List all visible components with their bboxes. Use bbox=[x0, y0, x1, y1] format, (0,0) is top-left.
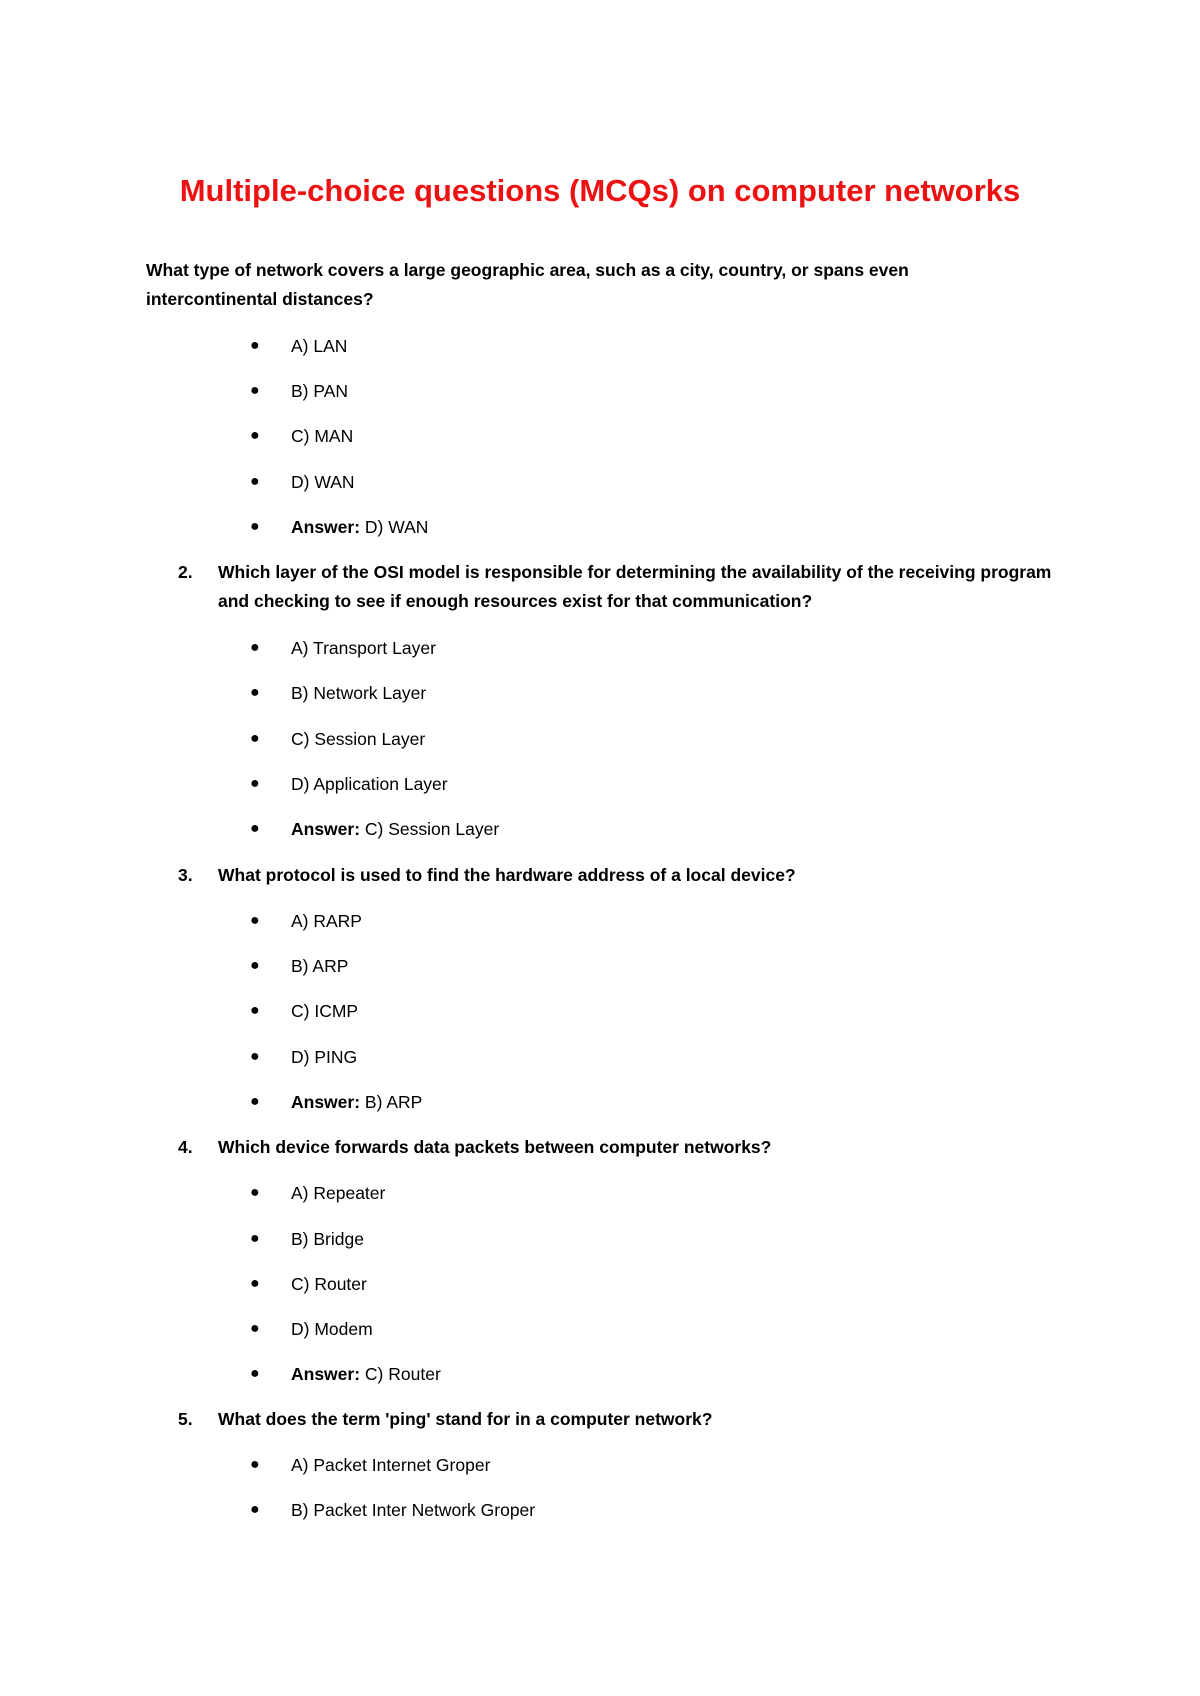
bullet-icon: ● bbox=[250, 957, 260, 974]
option-text: D) Application Layer bbox=[291, 774, 448, 794]
bullet-icon: ● bbox=[250, 1501, 260, 1518]
question-number: 4. bbox=[178, 1137, 193, 1157]
option-text: A) RARP bbox=[291, 911, 362, 931]
answer-text: D) WAN bbox=[364, 517, 429, 537]
question-text: What does the term 'ping' stand for in a computer network? bbox=[218, 1409, 713, 1429]
question-text: What protocol is used to find the hardware address of a local device? bbox=[218, 865, 796, 885]
bullet-icon: ● bbox=[250, 1320, 260, 1337]
answer-text: C) Session Layer bbox=[364, 819, 500, 839]
question-text: Which device forwards data packets between computer networks? bbox=[218, 1137, 772, 1157]
question-5 bbox=[178, 1405, 1078, 1434]
bullet-icon: ● bbox=[250, 1002, 260, 1019]
bullet-icon: ● bbox=[250, 730, 260, 747]
answer-label: Answer: bbox=[291, 1092, 361, 1112]
bullet-icon: ● bbox=[250, 775, 260, 792]
question-number: 3. bbox=[178, 865, 193, 885]
bullet-icon: ● bbox=[250, 1048, 260, 1065]
answer-text: B) ARP bbox=[364, 1092, 423, 1112]
question-number: 2. bbox=[178, 562, 193, 582]
option-text: A) Packet Internet Groper bbox=[291, 1455, 491, 1475]
page-title: Multiple-choice questions (MCQs) on computer networks bbox=[179, 172, 1021, 208]
answer-label: Answer: bbox=[291, 1364, 361, 1384]
option-text: D) Modem bbox=[291, 1319, 373, 1339]
bullet-icon: ● bbox=[250, 639, 260, 656]
bullet-icon: ● bbox=[250, 820, 260, 837]
question-1 bbox=[146, 256, 1016, 314]
option-text: D) PING bbox=[291, 1047, 358, 1067]
question-number: 5. bbox=[178, 1409, 193, 1429]
option-text: B) Network Layer bbox=[291, 683, 427, 703]
bullet-icon: ● bbox=[250, 1456, 260, 1473]
option-text: A) Repeater bbox=[291, 1183, 386, 1203]
bullet-icon: ● bbox=[250, 1365, 260, 1382]
option-text: A) LAN bbox=[291, 336, 348, 356]
answer-text: C) Router bbox=[364, 1364, 441, 1384]
bullet-icon: ● bbox=[250, 1093, 260, 1110]
option-text: A) Transport Layer bbox=[291, 638, 436, 658]
bullet-icon: ● bbox=[250, 337, 260, 354]
bullet-icon: ● bbox=[250, 473, 260, 490]
option-text: B) Packet Inter Network Groper bbox=[291, 1500, 536, 1520]
bullet-icon: ● bbox=[250, 518, 260, 535]
option-text: C) ICMP bbox=[291, 1001, 359, 1021]
question-text: What type of network covers a large geographic area, such as a city, country, or spans even intercontinental distances? bbox=[146, 260, 909, 309]
answer-label: Answer: bbox=[291, 517, 361, 537]
question-2 bbox=[178, 558, 1078, 616]
question-text: Which layer of the OSI model is responsible for determining the availability of the receiving program and checking to see if enough resources exist for that communication? bbox=[218, 562, 1052, 611]
bullet-icon: ● bbox=[250, 1230, 260, 1247]
question-3 bbox=[178, 861, 1078, 890]
bullet-icon: ● bbox=[250, 427, 260, 444]
bullet-icon: ● bbox=[250, 1184, 260, 1201]
bullet-icon: ● bbox=[250, 912, 260, 929]
option-text: D) WAN bbox=[291, 472, 355, 492]
option-text: B) Bridge bbox=[291, 1229, 364, 1249]
bullet-icon: ● bbox=[250, 382, 260, 399]
question-4 bbox=[178, 1133, 1078, 1162]
bullet-icon: ● bbox=[250, 1275, 260, 1292]
option-text: C) Router bbox=[291, 1274, 367, 1294]
bullet-icon: ● bbox=[250, 684, 260, 701]
option-text: B) ARP bbox=[291, 956, 349, 976]
option-text: C) MAN bbox=[291, 426, 354, 446]
answer-label: Answer: bbox=[291, 819, 361, 839]
option-text: B) PAN bbox=[291, 381, 349, 401]
option-text: C) Session Layer bbox=[291, 729, 426, 749]
